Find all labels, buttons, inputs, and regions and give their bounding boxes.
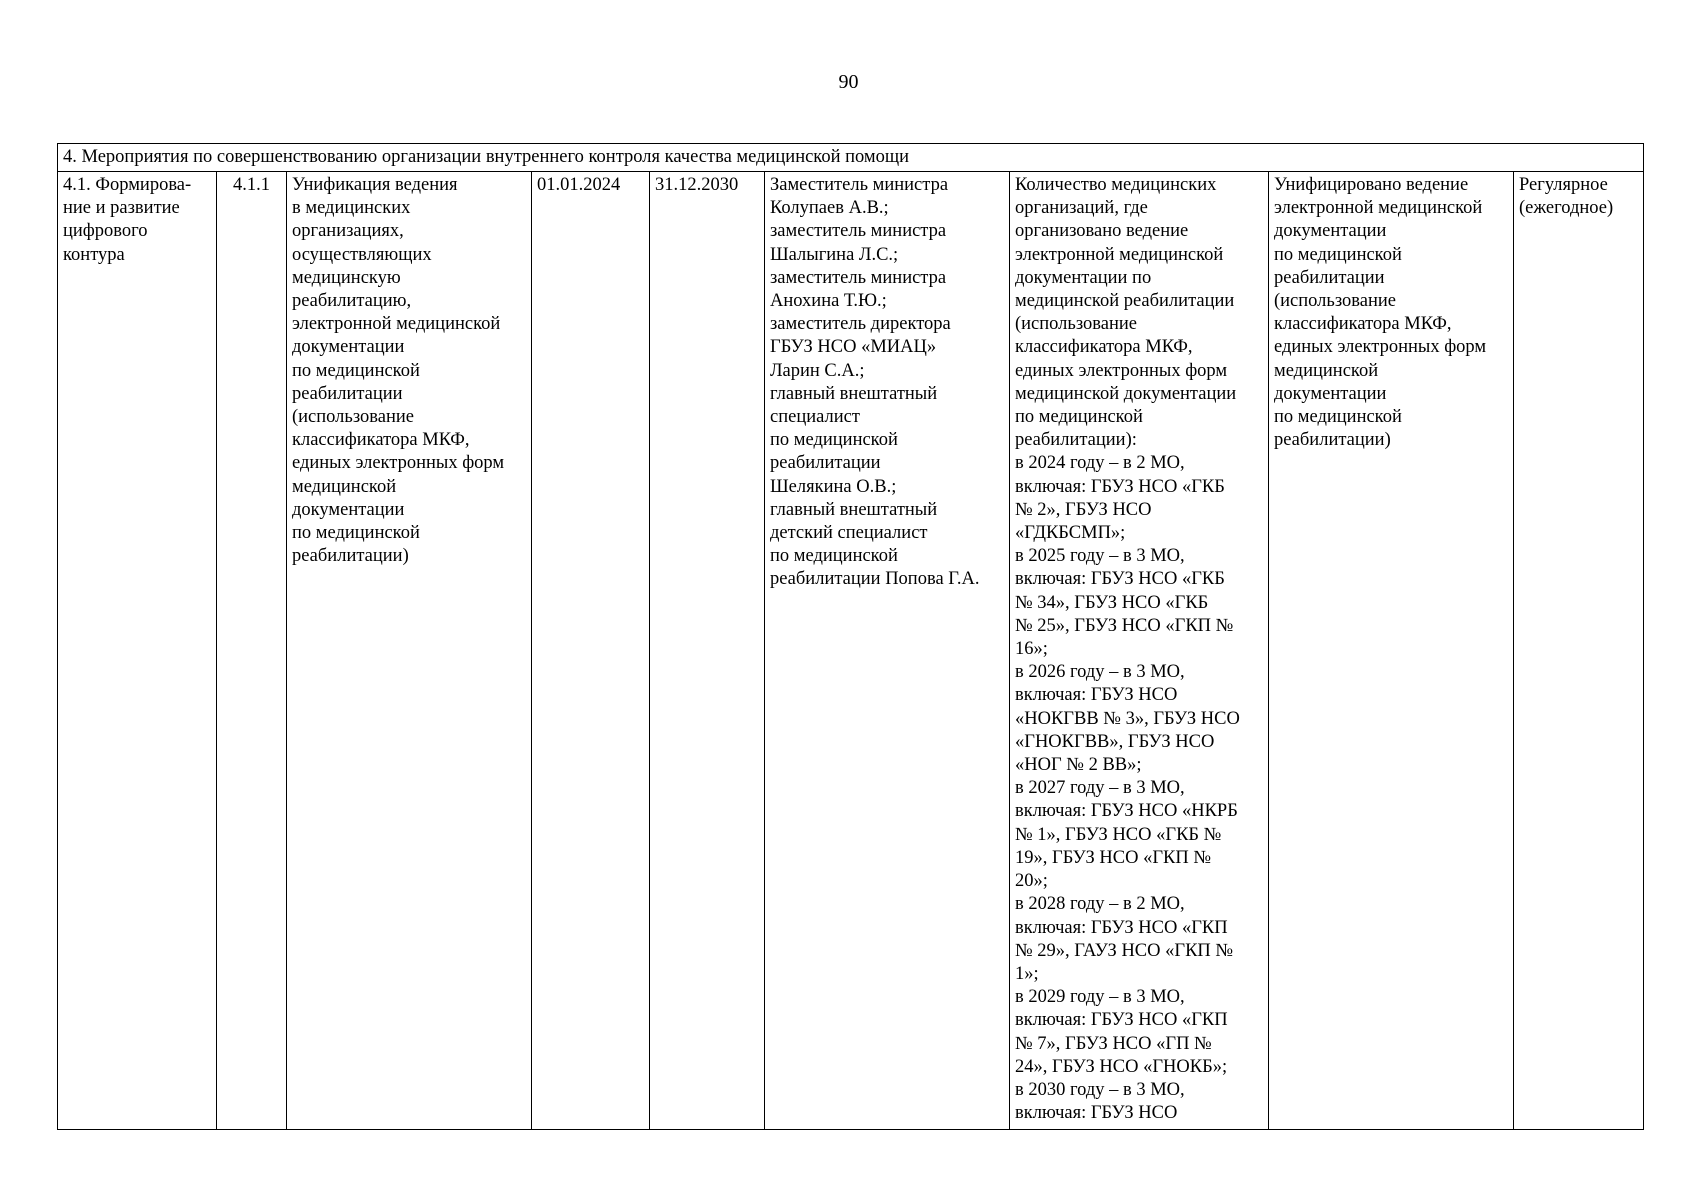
text-line: классификатора МКФ, <box>292 430 470 451</box>
text-line: по медицинской <box>770 546 898 567</box>
text-line: организовано ведение <box>1015 221 1189 242</box>
indicator-text <box>1015 174 1263 1125</box>
frequency-cell <box>1514 172 1644 1130</box>
text-line: Шелякина О.В.; <box>770 476 897 497</box>
text-line: в 2028 году – в 2 МО, <box>1015 894 1185 915</box>
text-line: (использование <box>1015 314 1138 335</box>
task-text <box>63 174 211 267</box>
start-date-cell <box>532 172 650 1130</box>
text-line: реабилитации) <box>1274 430 1391 451</box>
text-line: включая: ГБУЗ НСО «ГКБ <box>1015 569 1225 590</box>
activities-table <box>57 143 1644 1130</box>
text-line: (использование <box>292 407 415 428</box>
text-line: реабилитации <box>770 453 881 474</box>
text-line: заместитель директора <box>770 314 951 335</box>
text-line: электронной медицинской <box>1274 198 1483 219</box>
text-line: цифрового <box>63 221 148 242</box>
text-line: медицинской <box>1274 360 1379 381</box>
text-line: по медицинской <box>1274 407 1402 428</box>
text-line: контура <box>63 244 125 265</box>
text-line: заместитель министра <box>770 267 947 288</box>
text-line: в 2027 году – в 3 МО, <box>1015 778 1185 799</box>
text-line: осуществляющих <box>292 244 432 265</box>
text-line: медицинской документации <box>1015 383 1237 404</box>
text-line: (ежегодное) <box>1519 198 1614 219</box>
section-header-row <box>58 144 1644 172</box>
activity-text <box>292 174 526 568</box>
section-title: 4. Мероприятия по совершенствованию организации внутреннего контроля качества медицинской помощи <box>58 144 1644 172</box>
text-line: Анохина Т.Ю.; <box>770 291 887 312</box>
text-line: заместитель министра <box>770 221 947 242</box>
text-line: в 2030 году – в 3 МО, <box>1015 1079 1185 1100</box>
frequency-text <box>1519 174 1638 220</box>
text-line: реабилитации <box>1274 267 1385 288</box>
end-date: 31.12.2030 <box>655 175 739 195</box>
text-line: № 25», ГБУЗ НСО «ГКП № <box>1015 615 1234 636</box>
text-line: «ГНОКГВВ», ГБУЗ НСО <box>1015 731 1215 752</box>
text-line: организаций, где <box>1015 198 1148 219</box>
text-line: 20»; <box>1015 871 1048 892</box>
text-line: по медицинской <box>292 360 420 381</box>
text-line: документации по <box>1015 267 1152 288</box>
text-line: специалист <box>770 407 860 428</box>
text-line: Заместитель министра <box>770 175 949 195</box>
text-line: «НОГ № 2 ВВ»; <box>1015 755 1142 776</box>
text-line: Шалыгина Л.С.; <box>770 244 899 265</box>
text-line: медицинской <box>292 476 397 497</box>
text-line: 16»; <box>1015 639 1048 660</box>
text-line: реабилитации): <box>1015 430 1137 451</box>
text-line: № 2», ГБУЗ НСО <box>1015 499 1152 520</box>
text-line: документации <box>1274 383 1387 404</box>
text-line: Унификация ведения <box>292 175 458 195</box>
text-line: 4.1. Формирова- <box>63 175 192 195</box>
text-line: документации <box>292 499 405 520</box>
text-line: документации <box>292 337 405 358</box>
responsible-text <box>770 174 1004 592</box>
text-line: Колупаев А.В.; <box>770 198 889 219</box>
text-line: Регулярное <box>1519 175 1608 195</box>
code-cell <box>217 172 287 1130</box>
text-line: в 2029 году – в 3 МО, <box>1015 987 1185 1008</box>
text-line: Унифицировано ведение <box>1274 175 1469 195</box>
text-line: организациях, <box>292 221 404 242</box>
task-cell <box>58 172 217 1130</box>
text-line: по медицинской <box>292 523 420 544</box>
text-line: в медицинских <box>292 198 411 219</box>
text-line: по медицинской <box>1274 244 1402 265</box>
text-line: реабилитации) <box>292 546 409 567</box>
text-line: электронной медицинской <box>292 314 501 335</box>
text-line: реабилитацию, <box>292 291 412 312</box>
text-line: Ларин С.А.; <box>770 360 865 381</box>
text-line: документации <box>1274 221 1387 242</box>
text-line: № 1», ГБУЗ НСО «ГКБ № <box>1015 824 1222 845</box>
text-line: в 2024 году – в 2 МО, <box>1015 453 1185 474</box>
text-line: единых электронных форм <box>1274 337 1487 358</box>
text-line: реабилитации Попова Г.А. <box>770 569 980 590</box>
responsible-cell <box>765 172 1010 1130</box>
text-line: медицинской реабилитации <box>1015 291 1235 312</box>
text-line: в 2025 году – в 3 МО, <box>1015 546 1185 567</box>
text-line: Количество медицинских <box>1015 175 1217 195</box>
text-line: «ГДКБСМП»; <box>1015 523 1126 544</box>
start-date: 01.01.2024 <box>537 175 621 195</box>
result-cell <box>1269 172 1514 1130</box>
text-line: классификатора МКФ, <box>1015 337 1193 358</box>
indicator-cell <box>1010 172 1269 1130</box>
text-line: № 7», ГБУЗ НСО «ГП № <box>1015 1033 1212 1054</box>
code-text: 4.1.1 <box>233 175 270 195</box>
text-line: главный внештатный <box>770 383 938 404</box>
text-line: ние и развитие <box>63 198 180 219</box>
text-line: по медицинской <box>1015 407 1143 428</box>
text-line: включая: ГБУЗ НСО <box>1015 1103 1178 1124</box>
text-line: главный внештатный <box>770 499 938 520</box>
text-line: электронной медицинской <box>1015 244 1224 265</box>
text-line: единых электронных форм <box>292 453 505 474</box>
text-line: единых электронных форм <box>1015 360 1228 381</box>
text-line: 24», ГБУЗ НСО «ГНОКБ»; <box>1015 1056 1228 1077</box>
activity-cell <box>287 172 532 1130</box>
text-line: медицинскую <box>292 267 401 288</box>
result-text <box>1274 174 1508 452</box>
text-line: включая: ГБУЗ НСО <box>1015 685 1178 706</box>
text-line: ГБУЗ НСО «МИАЦ» <box>770 337 937 358</box>
text-line: 19», ГБУЗ НСО «ГКП № <box>1015 847 1212 868</box>
text-line: включая: ГБУЗ НСО «ГКП <box>1015 1010 1228 1031</box>
text-line: № 29», ГАУЗ НСО «ГКП № <box>1015 940 1234 961</box>
page-number: 90 <box>838 71 859 93</box>
text-line: (использование <box>1274 291 1397 312</box>
table-row <box>58 172 1644 1130</box>
text-line: включая: ГБУЗ НСО «ГКП <box>1015 917 1228 938</box>
text-line: по медицинской <box>770 430 898 451</box>
text-line: в 2026 году – в 3 МО, <box>1015 662 1185 683</box>
text-line: классификатора МКФ, <box>1274 314 1452 335</box>
text-line: 1»; <box>1015 963 1039 984</box>
text-line: «НОКГВВ № 3», ГБУЗ НСО <box>1015 708 1240 729</box>
text-line: реабилитации <box>292 383 403 404</box>
text-line: включая: ГБУЗ НСО «НКРБ <box>1015 801 1238 822</box>
text-line: № 34», ГБУЗ НСО «ГКБ <box>1015 592 1209 613</box>
text-line: включая: ГБУЗ НСО «ГКБ <box>1015 476 1225 497</box>
text-line: детский специалист <box>770 523 928 544</box>
end-date-cell <box>650 172 765 1130</box>
